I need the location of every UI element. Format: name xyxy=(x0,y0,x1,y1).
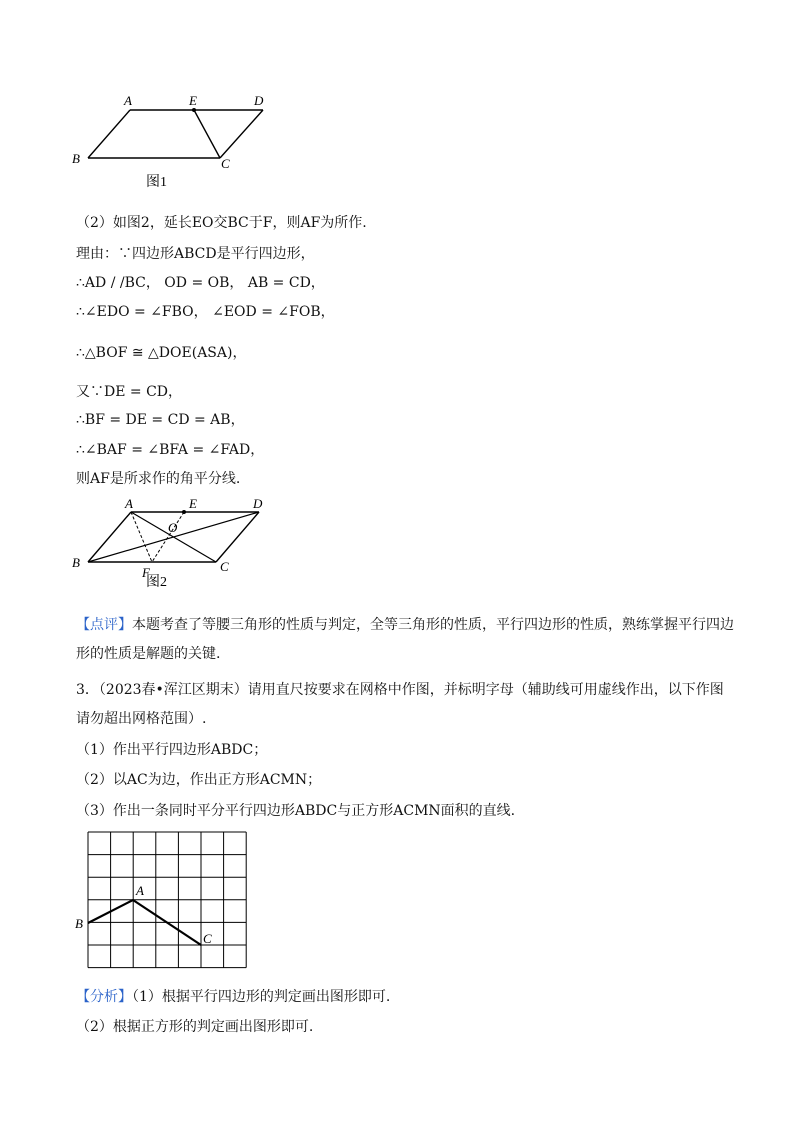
label-A: A xyxy=(124,93,132,108)
question-3-item-1: （1）作出平行四边形ABDC； xyxy=(76,742,268,758)
part2-line-3: ∴AD / /BC， OD = OB， AB = CD， xyxy=(76,275,325,291)
label-D: D xyxy=(253,496,263,511)
part2-line-2: 理由：∵四边形ABCD是平行四边形， xyxy=(76,246,315,262)
label-E: E xyxy=(189,93,197,108)
label-C: C xyxy=(220,559,229,574)
segment-DC xyxy=(220,110,263,158)
figure-1 xyxy=(60,88,280,193)
label-C: C xyxy=(203,931,212,946)
segment-EC xyxy=(194,110,220,158)
caption-figure-2: 图2 xyxy=(146,575,167,590)
point-E-dot xyxy=(192,108,196,112)
label-E: E xyxy=(189,496,197,511)
figure-2 xyxy=(60,492,290,592)
analysis-line-2: （2）根据正方形的判定画出图形即可. xyxy=(76,1019,314,1035)
part2-line-8: ∴∠BAF = ∠BFA = ∠FAD， xyxy=(76,442,265,458)
segment-AB xyxy=(88,110,130,158)
question-3-item-2: （2）以AC为边，作出正方形ACMN； xyxy=(76,772,322,788)
segment-DC xyxy=(216,512,259,562)
label-C: C xyxy=(221,156,230,171)
part2-line-1: （2）如图2，延长EO交BC于F，则AF为所作. xyxy=(76,215,367,231)
label-F: F xyxy=(142,565,150,580)
question-3-intro: 3．（2023春•浑江区期末）请用直尺按要求在网格中作图，并标明字母（辅助线可用虚线作出，以下作图请勿超出网格范围）. xyxy=(76,682,724,727)
point-E-dot xyxy=(182,510,186,514)
comment-tag: 【点评】 xyxy=(76,617,132,633)
part2-line-5: ∴△BOF ≅ △DOE(ASA)， xyxy=(76,345,247,361)
analysis-tag: 【分析】 xyxy=(76,989,132,1005)
label-B: B xyxy=(75,916,83,931)
label-B: B xyxy=(72,151,80,166)
question-3-item-3: （3）作出一条同时平分平行四边形ABDC与正方形ACMN面积的直线. xyxy=(76,803,516,819)
part2-line-4: ∴∠EDO = ∠FBO， ∠EOD = ∠FOB， xyxy=(76,304,335,320)
label-B: B xyxy=(72,555,80,570)
grid xyxy=(88,832,246,968)
analysis-item-1: （1）根据平行四边形的判定画出图形即可. xyxy=(132,989,391,1005)
segment-AB xyxy=(88,512,131,562)
analysis-line-1 xyxy=(76,987,390,1007)
dashed-AF xyxy=(131,512,152,562)
comment-paragraph xyxy=(76,611,736,669)
caption-figure-1: 图1 xyxy=(146,175,167,190)
part2-line-6: 又∵DE = CD， xyxy=(76,384,183,400)
label-A: A xyxy=(125,496,133,511)
label-A: A xyxy=(136,883,144,898)
grid-figure xyxy=(70,825,260,980)
label-D: D xyxy=(254,93,264,108)
part2-line-7: ∴BF = DE = CD = AB， xyxy=(76,412,245,428)
part2-line-9: 则AF是所求作的角平分线. xyxy=(76,471,241,487)
label-O: O xyxy=(168,520,178,535)
comment-text: 本题考查了等腰三角形的性质与判定，全等三角形的性质，平行四边形的性质，熟练掌握平行四边形的性质是解题的关键. xyxy=(76,617,734,662)
